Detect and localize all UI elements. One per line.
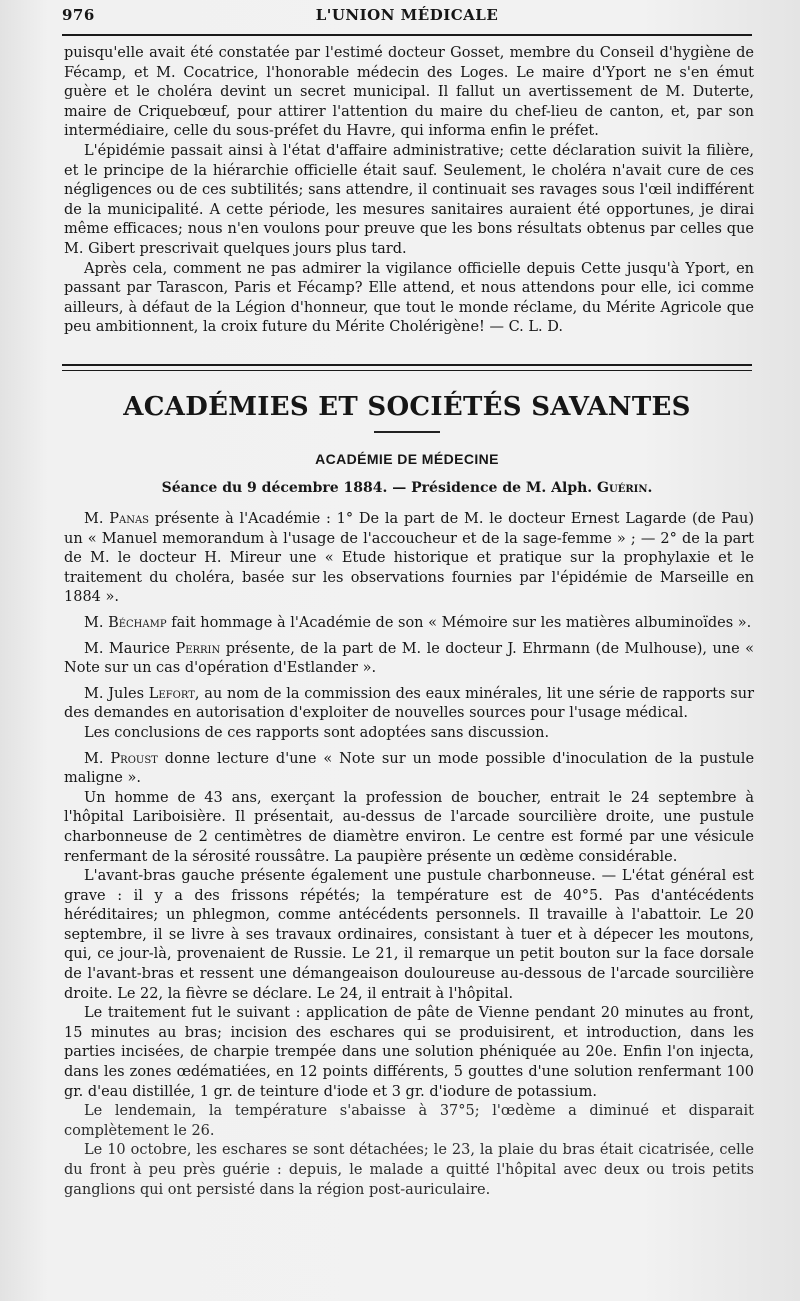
section-divider-thin	[62, 370, 752, 371]
page-number: 976	[62, 6, 95, 24]
heading-underline	[374, 431, 440, 433]
proust-prefix: M.	[84, 750, 104, 767]
bechamp-prefix: M.	[84, 614, 104, 631]
section-heading: ACADÉMIES ET SOCIÉTÉS SAVANTES	[123, 392, 691, 422]
proust-text: donne lecture d'une « Note sur un mode possible d'inoculation de la pustule maligne ».	[64, 750, 755, 787]
article-paragraph-3-text: Après cela, comment ne pas admirer la vigilance officielle depuis Cette jusqu'à Yport, en passant par Tarascon, Paris et Fécamp? Elle attend, et nous attendons pour elle, ici comme ailleurs, à défaut de la Légion d'honneur, que tout le monde réclame, du Mérite Agricole que peu ambitionnent, la croix future du Mérite Cholérigène! —	[64, 260, 754, 336]
perrin-paragraph	[64, 640, 754, 679]
session-prefix: Séance du 9 décembre 1884. — Présidence de M. Alph.	[161, 480, 593, 496]
author-signature: C. L. D.	[508, 319, 563, 336]
section-divider-thick	[62, 364, 752, 366]
panas-prefix: M.	[84, 511, 104, 527]
academy-subheading: ACADÉMIE DE MÉDECINE	[315, 451, 499, 467]
speaker-bechamp: Béchamp	[108, 614, 167, 631]
session-suffix: .	[647, 480, 653, 496]
speaker-proust: Proust	[110, 750, 158, 767]
running-head	[62, 3, 752, 29]
lefort-text: au nom de la commission des eaux minérales, lit une série de rapports sur des demandes en autorisation d'exploiter de nouvelles sources pour l'usage médical.	[64, 685, 754, 722]
lefort-paragraph: M. Jules Lefort, au nom de la commission des eaux minérales, lit une série de rapports sur des demandes en autorisation d'exploiter de nouvelles sources pour l'usage médical.	[64, 685, 754, 722]
perrin-prefix: M. Maurice	[84, 640, 170, 657]
article-paragraph-2: L'épidémie passait ainsi à l'état d'affaire administrative; cette déclaration suivit la filière, et le principe de la hiérarchie officielle était sauf. Seulement, le choléra n'avait cure de ces négligences ou de ces subtilités; sans attendre, il continuait ses ravages sous l'œil indifférent de la municipalité. A cette période, les mesures sanitaires auraient été opportunes, je dirai même efficaces; nous n'en voulons pour preuve que les bons résultats obtenus par celles que M. Gibert prescrivait quelques jours plus tard.	[64, 142, 754, 257]
case-paragraph-1: Un homme de 43 ans, exerçant la profession de boucher, entrait le 24 septembre à l'hôpital Lariboisière. Il présentait, au-dessus de l'arcade sourcilière droite, une pustule charbonneuse de 2 centimètres de diamètre environ. Le centre est formé par une vésicule renfermant de la sérosité roussâtre. La paupière présente un œdème considérable.	[64, 789, 754, 865]
perrin-text: présente, de la part de M. le docteur J. Ehrmann (de Mulhouse), une « Note sur un cas d'opération d'Estlander ».	[64, 640, 755, 677]
speaker-lefort: Lefort	[148, 685, 195, 702]
case-paragraph-4: Le lendemain, la température s'abaisse à 37°5; l'œdème a diminué et disparait complètement le 26.	[64, 1103, 754, 1139]
panas-text: présente à l'Académie : 1° De la part de M. le docteur Ernest Lagarde (de Pau) un « Manuel memorandum à l'usage de l'accoucheur et de la sage-femme » ; — 2° de la part de M. le docteur H. Mireur une « Etude historique et pratique sur la prophylaxie et le traitement du choléra, basée sur les observations fournies par l'épidémie de Marseille en 1884 ».	[64, 511, 754, 606]
lefort-prefix: M. Jules	[84, 685, 145, 702]
header-rule	[62, 34, 752, 36]
speaker-panas: Panas	[109, 511, 150, 527]
cholera-article-conclusion	[64, 44, 754, 338]
journal-title: L'UNION MÉDICALE	[315, 6, 499, 24]
proust-paragraph	[64, 750, 754, 789]
conclusions-paragraph: Les conclusions de ces rapports sont adoptées sans discussion.	[84, 724, 550, 741]
bechamp-paragraph	[64, 614, 754, 634]
speaker-perrin: Perrin	[175, 640, 221, 657]
session-line	[62, 480, 752, 496]
case-paragraph-5: Le 10 octobre, les eschares se sont détachées; le 23, la plaie du bras était cicatrisée, celle du front à peu près guérie : depuis, le malade a quitté l'hôpital avec deux ou trois petits ganglions qui ont persisté dans la région post-auriculaire.	[64, 1142, 754, 1198]
article-paragraph-1: puisqu'elle avait été constatée par l'estimé docteur Gosset, membre du Conseil d'hygiène de Fécamp, et M. Cocatrice, l'honorable médecin des Loges. Le maire d'Yport ne s'en émut guère et le choléra devint un secret municipal. Il fallut un avertissement de M. Duterte, maire de Criquebœuf, pour attirer l'attention du maire du chef-lieu de canton, et, par son intermédiaire, celle du sous-préfet du Havre, qui informa enfin le préfet.	[64, 45, 754, 140]
case-paragraph-3: Le traitement fut le suivant : application de pâte de Vienne pendant 20 minutes au front, 15 minutes au bras; incision des eschares qui se produisirent, et introduction, dans les parties incisées, de charpie trempée dans une solution phéniquée au 20e. Enfin l'on injecta, dans les zones œdématiées, en 12 points différents, 5 gouttes d'une solution renfermant 100 gr. d'eau distillée, 1 gr. de teinture d'iode et 3 gr. d'iodure de potassium.	[64, 1005, 754, 1100]
article-paragraph-3	[64, 260, 754, 338]
panas-paragraph	[64, 510, 754, 608]
case-paragraph-2: L'avant-bras gauche présente également une pustule charbonneuse. — L'état général est grave : il y a des frissons répétés; la température est de 40°5. Pas d'antécédents héréditaires; un phlegmon, comme antécédents personnels. Il travaille à l'abattoir. Le 20 septembre, il se livre à ses travaux ordinaires, consistant à tuer et à dépecer les moutons, qui, ce jour-là, provenaient de Russie. Le 21, il remarque un petit bouton sur la face dorsale de l'avant-bras et ressent une démangeaison douloureuse au-dessous de l'arcade sourcilière droite. Le 22, la fièvre se déclare. Le 24, il entrait à l'hôpital.	[64, 868, 754, 1002]
session-president: Guérin	[597, 480, 648, 496]
academy-proceedings	[64, 510, 754, 1200]
bechamp-text: fait hommage à l'Académie de son « Mémoire sur les matières albuminoïdes ».	[171, 614, 752, 631]
